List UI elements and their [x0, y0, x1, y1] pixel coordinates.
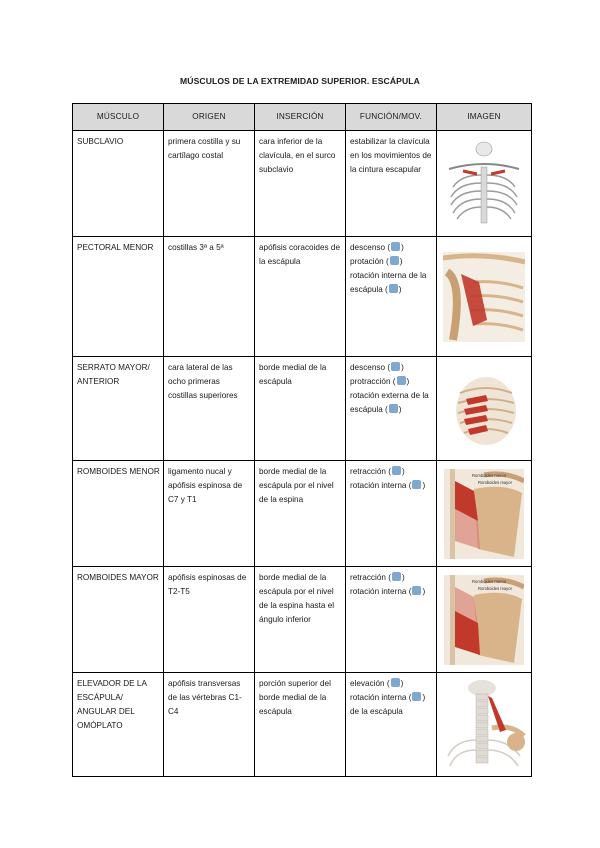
header-imagen: IMAGEN [437, 104, 532, 131]
rotate-icon [412, 480, 421, 489]
rhomboid-minor-illustration [444, 469, 524, 559]
table-row [73, 357, 532, 461]
insertion-cell: borde medial de la escápula [255, 357, 346, 461]
insertion-cell: apófisis coracoides de la escápula [255, 237, 346, 357]
image-cell [437, 357, 532, 461]
image-cell [437, 131, 532, 237]
muscle-name: SUBCLAVIO [73, 131, 164, 237]
function-cell: elevación ( ) rotación interna ( ) de la escápula [346, 673, 437, 777]
rhomboid-major-illustration [444, 575, 524, 665]
header-insercion: INSERCIÓN [255, 104, 346, 131]
insertion-cell: borde medial de la escápula por el nivel de la espina hasta el ángulo inferior [255, 567, 346, 673]
image-cell [437, 461, 532, 567]
origin-cell: apófisis transversas de las vértebras C1-C4 [164, 673, 255, 777]
rotate-icon [389, 284, 398, 293]
label-romboides-mayor: Romboides mayor [478, 479, 512, 485]
function-cell: retracción ( ) rotación interna ( ) [346, 567, 437, 673]
muscle-name: PECTORAL MENOR [73, 237, 164, 357]
origin-cell: costillas 3ª a 5ª [164, 237, 255, 357]
pectoral-minor-illustration [443, 252, 525, 342]
label-romboides-menor: Romboides menor [472, 578, 507, 584]
origin-cell: apófisis espinosas de T2-T5 [164, 567, 255, 673]
muscle-name: ROMBOIDES MAYOR [73, 567, 164, 673]
rotate-icon [389, 404, 398, 413]
label-romboides-mayor: Romboides mayor [478, 585, 512, 591]
arrow-left-icon [392, 466, 401, 475]
label-romboides-menor: Romboides menor [472, 472, 507, 478]
image-cell [437, 673, 532, 777]
function-cell: descenso ( ) protracción ( ) rotación externa de la escápula ( ) [346, 357, 437, 461]
header-funcion: FUNCIÓN/MOV. [346, 104, 437, 131]
table-header-row [73, 104, 532, 131]
table-row [73, 131, 532, 237]
ribcage-illustration [441, 141, 527, 227]
header-musculo: MÚSCULO [73, 104, 164, 131]
table-row [73, 461, 532, 567]
arrow-up-icon [391, 678, 400, 687]
header-origen: ORIGEN [164, 104, 255, 131]
arrow-left-icon [390, 256, 399, 265]
muscle-name: ROMBOIDES MENOR [73, 461, 164, 567]
rotate-icon [412, 692, 421, 701]
image-cell [437, 567, 532, 673]
insertion-cell: porción superior del borde medial de la escápula [255, 673, 346, 777]
arrow-left-icon [392, 572, 401, 581]
muscle-name: ELEVADOR DE LA ESCÁPULA/ ANGULAR DEL OMÓPLATO [73, 673, 164, 777]
function-cell: estabilizar la clavícula en los movimientos de la cintura escapular [346, 131, 437, 237]
function-cell: retracción ( ) rotación interna ( ) [346, 461, 437, 567]
arrow-down-icon [391, 242, 400, 251]
table-row [73, 673, 532, 777]
muscle-table [72, 103, 532, 777]
insertion-cell: cara inferior de la clavícula, en el surco subclavio [255, 131, 346, 237]
insertion-cell: borde medial de la escápula por el nivel de la espina [255, 461, 346, 567]
origin-cell: cara lateral de las ocho primeras costillas superiores [164, 357, 255, 461]
levator-scapulae-illustration [442, 680, 526, 770]
arrow-right-icon [397, 376, 406, 385]
image-cell [437, 237, 532, 357]
rotate-icon [412, 586, 421, 595]
table-row [73, 237, 532, 357]
origin-cell: ligamento nucal y apófisis espinosa de C7 y T1 [164, 461, 255, 567]
arrow-down-icon [391, 362, 400, 371]
function-cell: descenso ( ) protación ( ) rotación interna de la escápula ( ) [346, 237, 437, 357]
muscle-name: SERRATO MAYOR/ ANTERIOR [73, 357, 164, 461]
table-row [73, 567, 532, 673]
page-title: MÚSCULOS DE LA EXTREMIDAD SUPERIOR. ESCÁPULA [180, 76, 420, 86]
origin-cell: primera costilla y su cartílago costal [164, 131, 255, 237]
serratus-illustration [446, 369, 522, 449]
